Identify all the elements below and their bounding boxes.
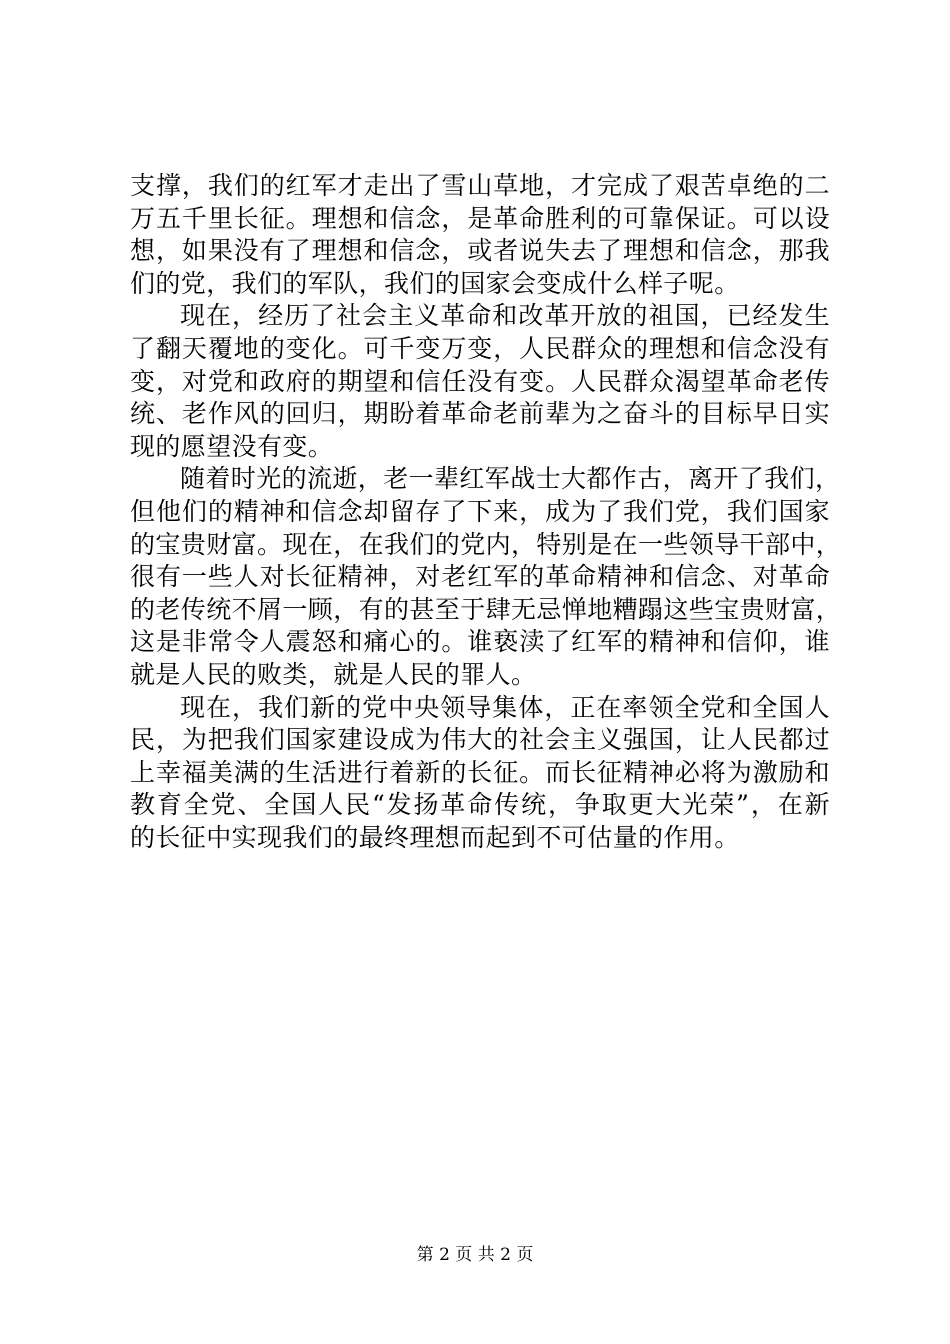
text-line: 想，如果没有了理想和信念，或者说失去了理想和信念，那我 (130, 236, 830, 266)
paragraph-3 (130, 463, 842, 691)
text-line: 教育全党、全国人民“发扬革命传统，争取更大光荣”，在新 (130, 790, 830, 820)
text-line: 很有一些人对长征精神，对老红军的革命精神和信念、对革命 (130, 562, 830, 592)
text-line: 上幸福美满的生活进行着新的长征。而长征精神必将为激励和 (130, 757, 830, 787)
body-text (130, 170, 842, 854)
paragraph-1 (130, 170, 830, 300)
page-footer: 第 2 页 共 2 页 (416, 1245, 534, 1265)
text-line: 现在，经历了社会主义革命和改革开放的祖国，已经发生 (180, 301, 830, 331)
text-line: 支撑，我们的红军才走出了雪山草地，才完成了艰苦卓绝的二 (130, 171, 830, 200)
text-line: 变，对党和政府的期望和信任没有变。人民群众渴望革命老传 (130, 366, 830, 396)
text-line: 就是人民的败类，就是人民的罪人。 (130, 659, 537, 689)
paragraph-2 (130, 300, 830, 463)
text-line: 随着时光的流逝，老一辈红军战士大都作古，离开了我们， (180, 464, 841, 494)
text-line: 的宝贵财富。现在，在我们的党内，特别是在一些领导干部中， (130, 529, 842, 559)
text-line: 的老传统不屑一顾，有的甚至于肆无忌惮地糟蹋这些宝贵财富， (130, 594, 842, 624)
text-line: 们的党，我们的军队，我们的国家会变成什么样子呢。 (130, 268, 740, 298)
text-line: 现在，我们新的党中央领导集体，正在率领全党和全国人 (180, 692, 830, 722)
text-line: 统、老作风的回归，期盼着革命老前辈为之奋斗的目标早日实 (130, 399, 830, 429)
text-line: 这是非常令人震怒和痛心的。谁亵渎了红军的精神和信仰，谁 (130, 627, 830, 657)
text-line: 了翻天覆地的变化。可千变万变，人民群众的理想和信念没有 (130, 333, 830, 363)
text-line: 万五千里长征。理想和信念，是革命胜利的可靠保证。可以设 (130, 203, 830, 233)
text-line: 但他们的精神和信念却留存了下来，成为了我们党，我们国家 (130, 496, 830, 526)
text-line: 的长征中实现我们的最终理想而起到不可估量的作用。 (130, 822, 740, 852)
text-line: 民，为把我们国家建设成为伟大的社会主义强国，让人民都过 (130, 725, 830, 755)
text-line: 现的愿望没有变。 (130, 431, 334, 461)
paragraph-4 (130, 692, 830, 855)
